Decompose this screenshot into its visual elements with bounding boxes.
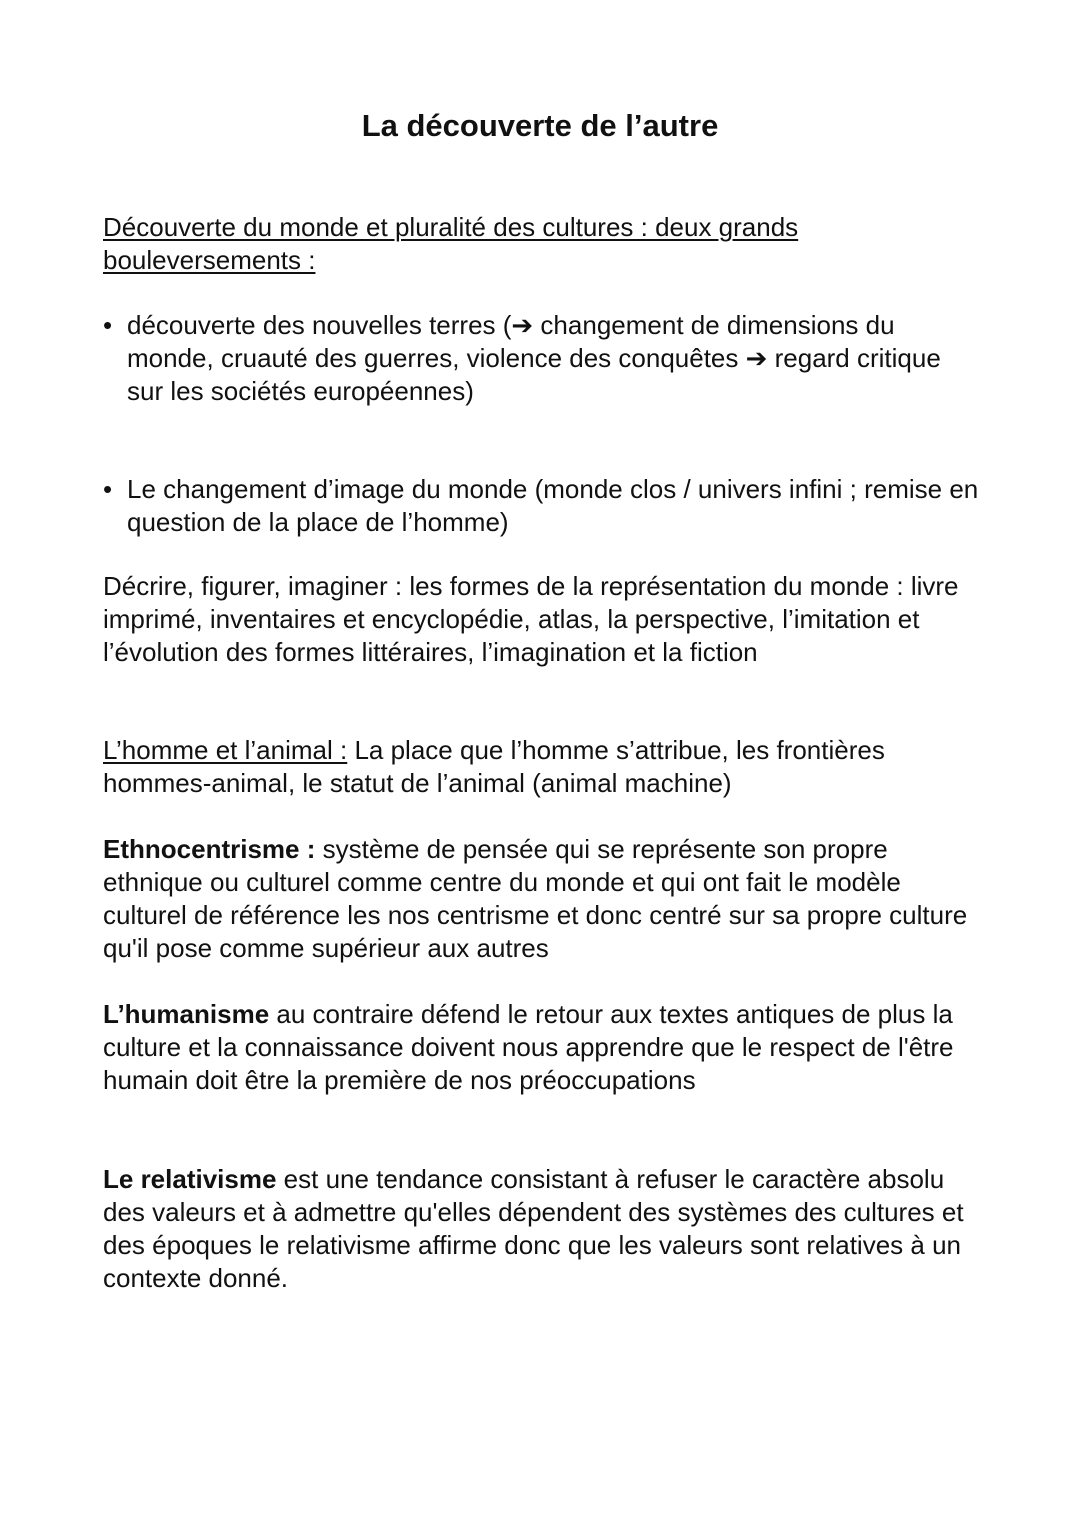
paragraph-animal (103, 734, 983, 800)
section-heading-text: Découverte du monde et pluralité des cultures : deux grands bouleversements : (103, 212, 799, 275)
section-heading-discovery (103, 211, 983, 277)
list-item (103, 473, 983, 539)
list-item (103, 309, 983, 408)
humanisme-text: au contraire défend le retour aux textes antiques de plus la culture et la connaissance doivent nous apprendre que le respect de l'être humain doit être la première de nos préoccupations (103, 999, 954, 1095)
relativisme-term: Le relativisme (103, 1164, 277, 1194)
paragraph-relativisme (103, 1163, 983, 1295)
animal-heading: L’homme et l’animal : (103, 735, 348, 765)
bullet-marker: • (103, 310, 113, 340)
ethnocentrisme-text: système de pensée qui se représente son propre ethnique ou culturel comme centre du monde et qui ont fait le modèle culturel de référence les nos centrisme et donc centré sur sa propre culture qu'il pose comme supérieur aux autres (103, 834, 968, 963)
page-title: La découverte de l’autre (361, 108, 719, 143)
relativisme-text: est une tendance consistant à refuser le caractère absolu des valeurs et à admettre qu'elles dépendent des systèmes des cultures et des époques le relativisme affirme donc que les valeurs sont relatives à un contexte donné. (103, 1164, 964, 1293)
bullet-marker: • (103, 474, 113, 504)
humanisme-term: L’humanisme (103, 999, 270, 1029)
animal-text: La place que l’homme s’attribue, les frontières hommes-animal, le statut de l’animal (animal machine) (103, 735, 885, 798)
paragraph-ethnocentrisme (103, 833, 983, 965)
list-item-text: Le changement d’image du monde (monde clos / univers infini ; remise en question de la place de l’homme) (127, 474, 979, 537)
paragraph-humanisme (103, 998, 983, 1097)
paragraph-representation: Décrire, figurer, imaginer : les formes de la représentation du monde : livre imprimé, inventaires et encyclopédie, atlas, la perspective, l’imitation et l’évolution des formes littéraires, l’imagination et la fiction (103, 571, 959, 667)
ethnocentrisme-term: Ethnocentrisme : (103, 834, 316, 864)
list-item-text: découverte des nouvelles terres (➔ changement de dimensions du monde, cruauté des guerres, violence des conquêtes ➔ regard critique sur les sociétés européennes) (127, 310, 941, 406)
